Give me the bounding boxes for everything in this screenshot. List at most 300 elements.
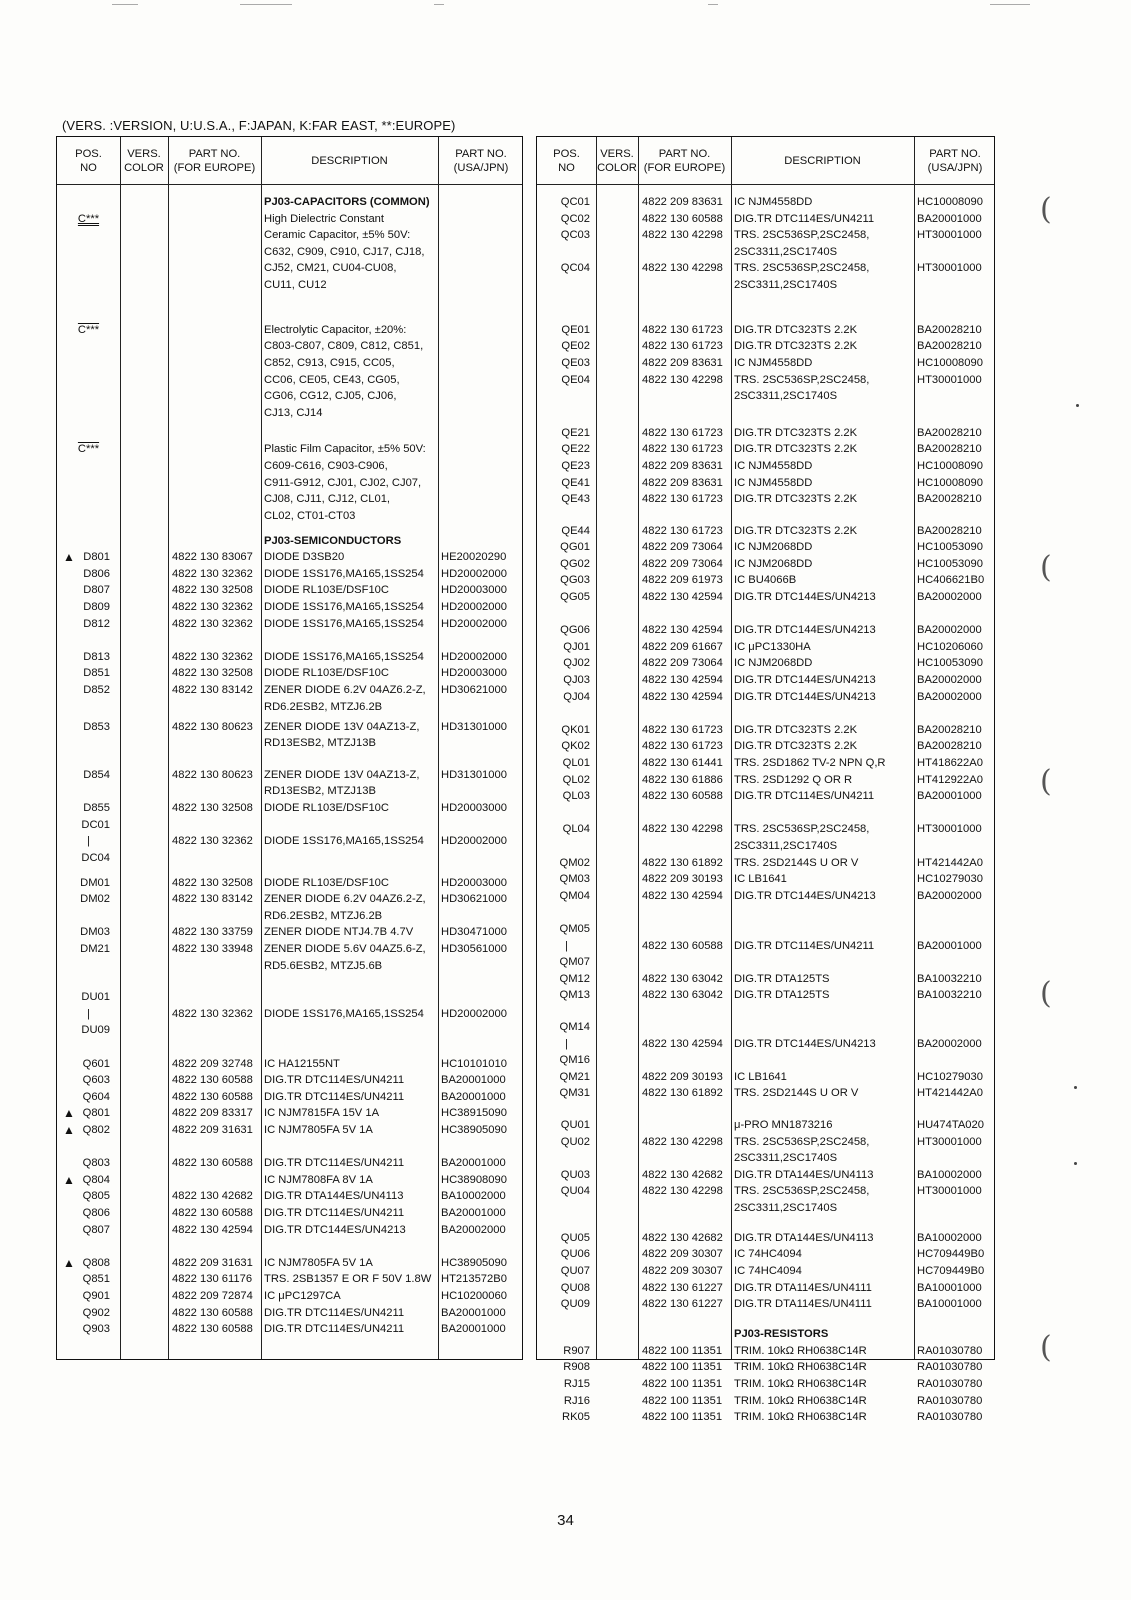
table-row <box>537 1117 994 1134</box>
cell-part-no-usa-jpn: HD30621000 <box>441 684 507 697</box>
page-number: 34 <box>557 1512 574 1529</box>
cell-part-no-usa-jpn: HC406621B0 <box>917 574 985 587</box>
cell-part-no-europe: 4822 209 32748 <box>172 1057 253 1070</box>
table-row <box>537 372 994 389</box>
cell-part-no-europe: 4822 130 32362 <box>172 650 253 663</box>
table-row <box>57 699 522 716</box>
cell-pos-no: DM02 <box>80 893 110 906</box>
cell-part-no-europe: 4822 130 32508 <box>172 667 253 680</box>
cell-part-no-europe: 4822 130 80623 <box>172 720 253 733</box>
cell-pos-no: D851 <box>83 667 110 680</box>
table-row <box>537 655 994 672</box>
table-row <box>57 1172 522 1189</box>
cell-description: μ-PRO MN1873216 <box>734 1118 833 1131</box>
cell-description: 2SC3311,2SC1740S <box>734 245 838 258</box>
table-row <box>57 891 522 908</box>
cell-description: ZENER DIODE 5.6V 04AZ5.6-Z, <box>264 943 426 955</box>
cell-part-no-usa-jpn: BA10032210 <box>917 989 982 1002</box>
table-row <box>57 582 522 599</box>
cell-part-no-europe: 4822 130 61723 <box>642 426 723 439</box>
cell-part-no-europe: 4822 130 60588 <box>172 1074 253 1087</box>
cell-part-no-europe: 4822 130 60588 <box>642 790 723 803</box>
cell-part-no-usa-jpn: BA10032210 <box>917 972 982 985</box>
table-row <box>537 938 994 955</box>
table-row <box>57 260 522 277</box>
table-row <box>57 719 522 736</box>
cell-part-no-usa-jpn: HC709449B0 <box>917 1265 985 1278</box>
cell-pos-no: QK02 <box>561 740 590 753</box>
cell-part-no-usa-jpn: BA20002000 <box>917 674 982 687</box>
cell-part-no-europe: 4822 100 11351 <box>642 1377 723 1390</box>
table-row <box>537 1069 994 1086</box>
table-row <box>537 1052 994 1069</box>
cell-description: CL02, CT01-CT03 <box>264 509 356 522</box>
table-row <box>57 1072 522 1089</box>
cell-description: C632, C909, C910, CJ17, CJ18, <box>264 245 425 258</box>
cell-description: IC NJM2068DD <box>734 657 813 670</box>
table-row <box>537 227 994 244</box>
cell-description: 2SC3311,2SC1740S <box>734 1201 838 1214</box>
scan-artifact <box>708 4 718 5</box>
cell-part-no-usa-jpn: HD20003000 <box>441 584 507 597</box>
cell-pos-no: D852 <box>83 684 110 697</box>
cell-description: DIG.TR DTC144ES/UN4213 <box>734 1037 876 1050</box>
cell-part-no-usa-jpn: BA10002000 <box>917 1168 982 1181</box>
cell-description: Plastic Film Capacitor, ±5% 50V: <box>264 443 426 456</box>
cell-description: TRIM. 10kΩ RH0638C14R <box>734 1344 867 1357</box>
table-row <box>537 589 994 606</box>
cell-pos-no: QG06 <box>560 624 590 637</box>
cell-description: IC NJM4558DD <box>734 196 813 208</box>
table-row <box>57 566 522 583</box>
cell-pos-no: Q902 <box>82 1306 110 1319</box>
table-row <box>57 1006 522 1023</box>
cell-pos-no: DM21 <box>80 943 110 955</box>
header-part-no-europe-text: (FOR EUROPE) <box>643 161 726 174</box>
cell-description: DIODE 1SS176,MA165,1SS254 <box>264 1007 424 1020</box>
cell-pos-no: QL02 <box>562 773 590 786</box>
cell-pos-no: QJ02 <box>563 657 590 670</box>
table-row <box>537 458 994 475</box>
cell-part-no-europe: 4822 130 42298 <box>642 823 723 836</box>
cell-pos-no: RJ15 <box>563 1377 590 1390</box>
cell-pos-no: DC01 <box>81 818 110 831</box>
binding-hole-mark: ( <box>1040 1330 1052 1365</box>
table-row <box>537 788 994 805</box>
header-divider <box>57 184 522 185</box>
cell-part-no-europe: 4822 130 32508 <box>172 801 253 814</box>
cell-description: DIG.TR DTC114ES/UN4211 <box>264 1206 405 1219</box>
header-part-no-usa-jpn-text: PART NO. <box>929 147 981 160</box>
scan-speck <box>1076 404 1079 407</box>
cell-part-no-europe: 4822 130 61892 <box>642 1087 723 1100</box>
cell-pos-no: QM13 <box>559 989 590 1002</box>
table-row <box>537 491 994 508</box>
table-row <box>537 639 994 656</box>
cell-part-no-usa-jpn: HT30001000 <box>917 229 982 242</box>
cell-part-no-usa-jpn: HC38905090 <box>441 1256 507 1269</box>
cell-pos-no: QM14 <box>559 1021 590 1034</box>
cell-description: TRIM. 10kΩ RH0638C14R <box>734 1361 867 1374</box>
cell-part-no-europe: 4822 130 32508 <box>172 584 253 597</box>
cell-description: DIG.TR DTC144ES/UN4213 <box>734 674 876 687</box>
cell-part-no-europe: 4822 130 61723 <box>642 723 723 736</box>
table-row <box>537 755 994 772</box>
cell-part-no-europe: 4822 130 42594 <box>642 889 723 902</box>
table-row <box>537 1296 994 1313</box>
table-row <box>537 1150 994 1167</box>
cell-description: DIG.TR DTC144ES/UN4213 <box>734 591 876 604</box>
cell-part-no-europe: 4822 130 42682 <box>642 1231 723 1244</box>
header-divider <box>537 184 994 185</box>
cell-description: ZENER DIODE 13V 04AZ13-Z, <box>264 720 420 733</box>
cell-part-no-usa-jpn: HC10053090 <box>917 541 983 554</box>
table-row <box>537 987 994 1004</box>
cell-part-no-europe: 4822 130 33759 <box>172 926 253 939</box>
binding-hole-mark: ( <box>1040 192 1052 227</box>
cell-part-no-usa-jpn: RA01030780 <box>917 1344 983 1357</box>
cell-description: DIG.TR DTA144ES/UN4113 <box>734 1168 874 1181</box>
cell-part-no-europe: 4822 130 42298 <box>642 262 723 275</box>
cell-pos-no: DC04 <box>81 851 110 864</box>
cell-part-no-europe: 4822 130 42594 <box>642 1037 723 1050</box>
table-row <box>537 194 994 211</box>
cell-description: DIG.TR DTC114ES/UN4211 <box>264 1074 405 1087</box>
header-vers-color-text: VERS. <box>127 147 161 160</box>
cell-part-no-europe: 4822 130 60588 <box>172 1323 253 1336</box>
table-row <box>537 260 994 277</box>
cell-description: TRS. 2SC536SP,2SC2458, <box>734 229 870 242</box>
cell-part-no-europe: 4822 130 61723 <box>642 323 723 336</box>
cell-part-no-usa-jpn: BA20001000 <box>917 212 982 225</box>
cell-part-no-europe: 4822 130 60588 <box>642 939 723 952</box>
table-row <box>57 355 522 372</box>
table-row <box>57 475 522 492</box>
table-row <box>57 682 522 699</box>
cell-pos-no: C*** <box>77 443 100 456</box>
cell-pos-no: QK01 <box>561 723 590 736</box>
cell-part-no-usa-jpn: HT30001000 <box>917 1135 982 1148</box>
table-row <box>57 244 522 261</box>
cell-pos-no: QG02 <box>560 557 590 570</box>
cell-pos-no: QM05 <box>559 923 590 936</box>
cell-description: 2SC3311,2SC1740S <box>734 279 838 291</box>
cell-description: C803-C807, C809, C812, C851, <box>264 340 424 353</box>
binding-hole-mark: ( <box>1040 550 1052 585</box>
cell-part-no-europe: 4822 209 30307 <box>642 1265 723 1278</box>
table-row <box>537 572 994 589</box>
binding-hole-mark: ( <box>1040 976 1052 1011</box>
cell-description: DIG.TR DTC114ES/UN4211 <box>734 212 875 225</box>
cell-part-no-usa-jpn: HT30001000 <box>917 823 982 836</box>
cell-part-no-usa-jpn: HC10101010 <box>441 1057 507 1070</box>
cell-description: ZENER DIODE 13V 04AZ13-Z, <box>264 768 420 781</box>
cell-part-no-europe: 4822 209 83631 <box>642 357 723 370</box>
cell-description: DIODE RL103E/DSF10C <box>264 801 389 814</box>
cell-part-no-usa-jpn: HD20003000 <box>441 667 507 680</box>
table-row <box>57 441 522 458</box>
cell-part-no-europe: 4822 130 61723 <box>642 443 723 456</box>
table-row <box>537 556 994 573</box>
cell-description: IC HA12155NT <box>264 1057 340 1070</box>
cell-description: TRIM. 10kΩ RH0638C14R <box>734 1411 867 1424</box>
cell-pos-no: R907 <box>563 1344 590 1357</box>
cell-description: DIG.TR DTC323TS 2.2K <box>734 340 858 353</box>
cell-part-no-europe: 4822 130 61723 <box>642 740 723 753</box>
cell-description: Ceramic Capacitor, ±5% 50V: <box>264 229 411 242</box>
cell-description: TRS. 2SD1862 TV-2 NPN Q,R <box>734 757 886 770</box>
cell-description: 2SC3311,2SC1740S <box>734 840 838 853</box>
cell-description: IC NJM7805FA 5V 1A <box>264 1123 373 1136</box>
cell-pos-no: QM07 <box>559 956 590 969</box>
table-row <box>57 958 522 975</box>
cell-description: RD5.6ESB2, MTZJ5.6B <box>264 959 383 972</box>
safety-warning-icon: ▲ <box>63 1106 75 1121</box>
cell-part-no-europe: 4822 209 83317 <box>172 1107 253 1120</box>
table-row <box>537 672 994 689</box>
cell-part-no-europe: 4822 209 31631 <box>172 1256 253 1269</box>
cell-part-no-europe: 4822 130 32508 <box>172 876 253 889</box>
table-row <box>57 989 522 1006</box>
cell-pos-no: QE03 <box>561 357 590 370</box>
cell-part-no-usa-jpn: HC10279030 <box>917 1070 983 1083</box>
cell-part-no-usa-jpn: HC10008090 <box>917 476 983 489</box>
cell-part-no-usa-jpn: HC10206060 <box>917 640 983 653</box>
cell-description: RD13ESB2, MTZJ13B <box>264 737 376 750</box>
header-pos-no <box>537 137 596 184</box>
header-part-no-usa-jpn <box>914 137 996 184</box>
cell-part-no-usa-jpn: BA20002000 <box>917 889 982 902</box>
table-row <box>537 1019 994 1036</box>
cell-description: IC NJM2068DD <box>734 557 813 570</box>
cell-part-no-europe: 4822 130 61886 <box>642 773 723 786</box>
table-row <box>57 1255 522 1272</box>
cell-part-no-usa-jpn: BA10001000 <box>917 1281 982 1294</box>
cell-part-no-usa-jpn: HT418622A0 <box>917 757 983 770</box>
table-row <box>537 1409 994 1426</box>
cell-description: DIG.TR DTC323TS 2.2K <box>734 740 858 753</box>
cell-part-no-europe: 4822 130 42594 <box>172 1223 253 1236</box>
cell-part-no-europe: 4822 130 32362 <box>172 567 253 580</box>
cell-description: CJ13, CJ14 <box>264 406 323 419</box>
cell-part-no-usa-jpn: HC10008090 <box>917 196 983 208</box>
cell-pos-no: QM03 <box>559 873 590 886</box>
cell-pos-no: D801 <box>83 551 110 564</box>
cell-part-no-europe: 4822 209 83631 <box>642 196 723 208</box>
cell-description: DIG.TR DTC323TS 2.2K <box>734 723 858 736</box>
cell-description: RD6.2ESB2, MTZJ6.2B <box>264 909 383 922</box>
safety-warning-icon: ▲ <box>63 1255 75 1270</box>
cell-pos-no: QJ04 <box>563 690 590 703</box>
cell-part-no-europe: 4822 100 11351 <box>642 1361 723 1374</box>
cell-part-no-europe: 4822 130 42594 <box>642 591 723 604</box>
cell-description: DIODE RL103E/DSF10C <box>264 876 389 889</box>
cell-description: DIG.TR DTA144ES/UN4113 <box>264 1190 404 1203</box>
cell-part-no-usa-jpn: HD20002000 <box>441 601 507 614</box>
header-part-no-europe <box>638 137 731 184</box>
cell-pos-no: QG05 <box>560 591 590 604</box>
table-row <box>57 322 522 339</box>
table-row <box>537 475 994 492</box>
cell-description: TRS. 2SC536SP,2SC2458, <box>734 823 870 836</box>
table-row <box>537 322 994 339</box>
table-row <box>537 425 994 442</box>
table-row <box>537 1393 994 1410</box>
cell-pos-no: QM12 <box>559 972 590 985</box>
scan-artifact <box>434 4 444 5</box>
cell-description: 2SC3311,2SC1740S <box>734 1152 838 1165</box>
table-row <box>537 689 994 706</box>
table-row <box>57 1188 522 1205</box>
scan-speck <box>1074 1086 1077 1089</box>
header-description-text: DESCRIPTION <box>311 154 388 167</box>
table-row <box>57 194 522 211</box>
cell-pos-no: QE22 <box>561 443 590 456</box>
header-vers-color-text: COLOR <box>124 161 164 174</box>
cell-pos-no: QE44 <box>561 524 590 537</box>
header-vers-color <box>596 137 638 184</box>
cell-description: CJ08, CJ11, CJ12, CL01, <box>264 493 391 506</box>
cell-description: DIG.TR DTC323TS 2.2K <box>734 426 858 439</box>
cell-description: DIG.TR DTC144ES/UN4213 <box>734 889 876 902</box>
cell-part-no-usa-jpn: HT421442A0 <box>917 856 983 869</box>
cell-part-no-usa-jpn: BA20028210 <box>917 493 982 506</box>
cell-part-no-usa-jpn: HD30471000 <box>441 926 507 939</box>
scan-artifact <box>990 4 1030 5</box>
table-row <box>57 833 522 850</box>
cell-part-no-usa-jpn: BA20028210 <box>917 323 982 336</box>
cell-description: ZENER DIODE NTJ4.7B 4.7V <box>264 926 414 939</box>
table-row <box>57 533 522 550</box>
cell-part-no-usa-jpn: BA20001000 <box>917 790 982 803</box>
cell-part-no-europe: 4822 209 61667 <box>642 640 723 653</box>
cell-pos-no: D809 <box>83 601 110 614</box>
table-row <box>57 767 522 784</box>
table-row <box>57 649 522 666</box>
cell-part-no-usa-jpn: HC10053090 <box>917 557 983 570</box>
cell-description: IC NJM2068DD <box>734 541 813 554</box>
cell-description: DIG.TR DTC144ES/UN4213 <box>264 1223 406 1236</box>
cell-part-no-usa-jpn: BA20001000 <box>441 1306 506 1319</box>
cell-part-no-usa-jpn: BA20001000 <box>441 1157 506 1170</box>
cell-description: RD6.2ESB2, MTZJ6.2B <box>264 700 383 713</box>
cell-part-no-usa-jpn: HT30001000 <box>917 1185 982 1198</box>
cell-part-no-europe: 4822 130 32362 <box>172 1007 253 1020</box>
cell-description: IC BU4066B <box>734 574 797 587</box>
cell-part-no-usa-jpn: HD20002000 <box>441 617 507 630</box>
header-pos-no-text: NO <box>80 161 97 174</box>
cell-part-no-europe: 4822 100 11351 <box>642 1344 723 1357</box>
cell-pos-no: QE04 <box>561 373 590 386</box>
safety-warning-icon: ▲ <box>63 550 75 565</box>
cell-description: C911-G912, CJ01, CJ02, CJ07, <box>264 476 422 489</box>
cell-part-no-usa-jpn: BA20002000 <box>917 591 982 604</box>
cell-part-no-usa-jpn: HT30001000 <box>917 262 982 275</box>
table-row <box>57 491 522 508</box>
table-row <box>537 1343 994 1360</box>
cell-pos-no: D855 <box>83 801 110 814</box>
cell-part-no-usa-jpn: BA20028210 <box>917 723 982 736</box>
cell-pos-no: QU09 <box>560 1298 590 1311</box>
cell-pos-no: QU07 <box>560 1265 590 1278</box>
header-part-no-europe <box>168 137 261 184</box>
cell-part-no-europe: 4822 130 60588 <box>172 1090 253 1103</box>
cell-part-no-usa-jpn: HT30001000 <box>917 373 982 386</box>
table-row <box>537 738 994 755</box>
cell-part-no-usa-jpn: RA01030780 <box>917 1394 983 1407</box>
cell-pos-no: Q805 <box>82 1190 110 1203</box>
cell-part-no-usa-jpn: BA10002000 <box>917 1231 982 1244</box>
table-row <box>537 1280 994 1297</box>
cell-pos-no: DM03 <box>80 926 110 939</box>
table-row <box>537 539 994 556</box>
table-row <box>57 1105 522 1122</box>
cell-part-no-europe: 4822 100 11351 <box>642 1394 723 1407</box>
cell-part-no-usa-jpn: HC38915090 <box>441 1107 507 1120</box>
table-row <box>537 388 994 405</box>
cell-description: DIG.TR DTC114ES/UN4211 <box>734 939 875 952</box>
header-part-no-europe-text: PART NO. <box>188 147 241 160</box>
cell-pos-no: QU05 <box>560 1231 590 1244</box>
table-row <box>537 277 994 294</box>
cell-description: DIG.TR DTC114ES/UN4211 <box>264 1090 405 1103</box>
safety-warning-icon: ▲ <box>63 1122 75 1137</box>
cell-description: TRIM. 10kΩ RH0638C14R <box>734 1377 867 1390</box>
cell-description: TRS. 2SC536SP,2SC2458, <box>734 1185 870 1198</box>
table-row <box>537 722 994 739</box>
table-row <box>57 941 522 958</box>
cell-part-no-usa-jpn: HC709449B0 <box>917 1248 985 1261</box>
cell-part-no-usa-jpn: RA01030780 <box>917 1361 983 1374</box>
table-row <box>537 821 994 838</box>
cell-part-no-usa-jpn: BA20001000 <box>441 1206 506 1219</box>
table-row <box>57 1155 522 1172</box>
cell-description: DIG.TR DTC114ES/UN4211 <box>264 1323 405 1336</box>
table-row <box>57 277 522 294</box>
cell-part-no-usa-jpn: HU474TA020 <box>917 1118 984 1131</box>
cell-pos-no: QU03 <box>560 1168 590 1181</box>
cell-pos-no: QE43 <box>561 493 590 506</box>
cell-part-no-usa-jpn: HC10008090 <box>917 459 983 472</box>
table-row <box>57 458 522 475</box>
cell-description: RD13ESB2, MTZJ13B <box>264 785 376 798</box>
cell-part-no-europe: 4822 100 11351 <box>642 1411 723 1424</box>
header-part-no-europe-text: (FOR EUROPE) <box>173 161 256 174</box>
table-row <box>537 1326 994 1343</box>
header-vers-color <box>120 137 168 184</box>
table-row <box>57 372 522 389</box>
cell-part-no-europe: 4822 130 32362 <box>172 601 253 614</box>
table-row <box>537 1183 994 1200</box>
cell-pos-no: QG03 <box>560 574 590 587</box>
cell-part-no-usa-jpn: HC10200060 <box>441 1289 507 1302</box>
cell-description: DIG.TR DTA114ES/UN4111 <box>734 1298 872 1311</box>
cell-description: High Dielectric Constant <box>264 212 385 225</box>
table-row <box>57 735 522 752</box>
cell-pos-no: Q806 <box>82 1206 110 1219</box>
cell-pos-no: QE23 <box>561 459 590 472</box>
version-legend: (VERS. :VERSION, U:U.S.A., F:JAPAN, K:FAR EAST, **:EUROPE) <box>62 118 456 133</box>
cell-description: IC NJM4558DD <box>734 357 813 370</box>
cell-part-no-usa-jpn: BA20028210 <box>917 443 982 456</box>
cell-part-no-usa-jpn: RA01030780 <box>917 1411 983 1424</box>
cell-part-no-usa-jpn: HC10008090 <box>917 357 983 370</box>
cell-pos-no: QC01 <box>560 196 590 208</box>
cell-pos-no: RJ16 <box>563 1394 590 1407</box>
table-row <box>57 908 522 925</box>
header-pos-no-text: NO <box>558 161 575 174</box>
table-row <box>57 1271 522 1288</box>
